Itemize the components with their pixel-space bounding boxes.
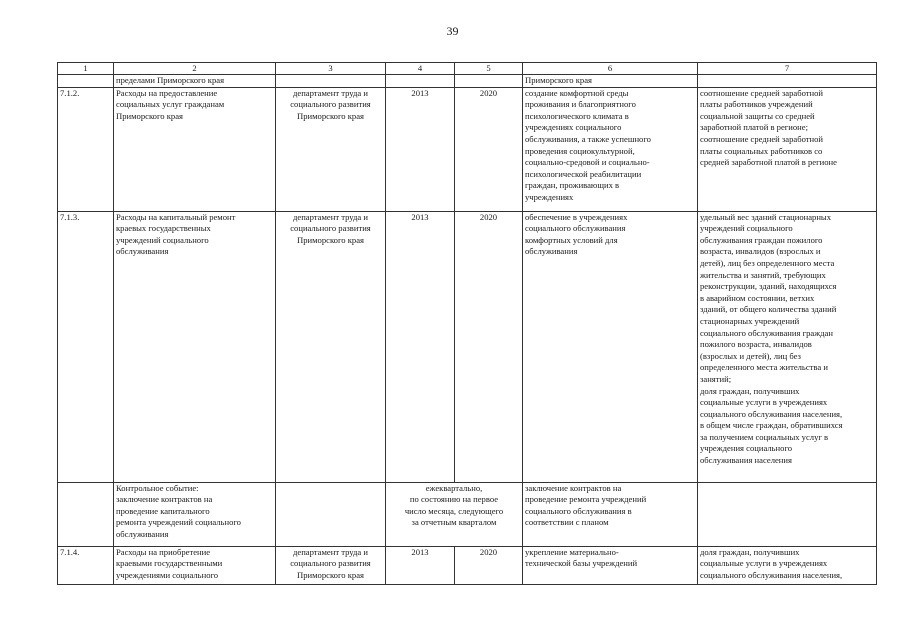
row-number: 7.1.4. (58, 546, 114, 584)
column-header-3: 3 (276, 63, 386, 75)
column-header-row (58, 63, 877, 75)
table-row (58, 75, 877, 88)
expected-result: Приморского края (523, 75, 698, 88)
column-header-4: 4 (386, 63, 455, 75)
expected-result: обеспечение в учреждениях социального обслуживания комфортных условий для обслуживания (523, 211, 698, 482)
control-period: ежеквартально, по состоянию на первое число месяца, следующего за отчетным кварталом (386, 482, 523, 546)
column-header-5: 5 (455, 63, 523, 75)
measure-name: Контрольное событие: заключение контрактов на проведение капитального ремонта учреждений социального обслуживания (114, 482, 276, 546)
executor: департамент труда и социального развития Приморского края (276, 211, 386, 482)
indicator: соотношение средней заработной платы работников учреждений социальной защиты со средней заработной платой в регионе; соотношение средней заработной платы социальных работников со средней заработной платой в регионе (698, 87, 877, 211)
end-year (455, 75, 523, 88)
executor (276, 75, 386, 88)
indicator (698, 75, 877, 88)
row-number: 7.1.2. (58, 87, 114, 211)
row-number (58, 482, 114, 546)
table-row (58, 482, 877, 546)
end-year: 2020 (455, 546, 523, 584)
row-number: 7.1.3. (58, 211, 114, 482)
column-header-2: 2 (114, 63, 276, 75)
start-year: 2013 (386, 546, 455, 584)
column-header-7: 7 (698, 63, 877, 75)
expected-result: заключение контрактов на проведение ремонта учреждений социального обслуживания в соответствии с планом (523, 482, 698, 546)
row-number (58, 75, 114, 88)
start-year: 2013 (386, 211, 455, 482)
executor: департамент труда и социального развития Приморского края (276, 87, 386, 211)
table-row (58, 87, 877, 211)
executor (276, 482, 386, 546)
measure-name: Расходы на капитальный ремонт краевых государственных учреждений социального обслуживания (114, 211, 276, 482)
table-row (58, 546, 877, 584)
executor: департамент труда и социального развития Приморского края (276, 546, 386, 584)
page-number: 39 (446, 24, 459, 38)
column-header-6: 6 (523, 63, 698, 75)
expected-result: укрепление материально- технической базы учреждений (523, 546, 698, 584)
measure-name: Расходы на предоставление социальных услуг гражданам Приморского края (114, 87, 276, 211)
end-year: 2020 (455, 211, 523, 482)
indicator: удельный вес зданий стационарных учреждений социального обслуживания граждан пожилого возраста, инвалидов (взрослых и детей), лиц без определенного места жительства и занятий, требующих реконструкции, зданий, находящихся в аварийном состоянии, ветхих зданий, от общего количества зданий стационарных учреждений социального обслуживания граждан пожилого возраста, инвалидов (взрослых и детей), лиц без определенного места жительства и занятий; доля граждан, получивших социальные услуги в учреждениях социального обслуживания населения, в общем числе граждан, обратившихся за получением социальных услуг в учреждения социального обслуживания населения (698, 211, 877, 482)
indicator: доля граждан, получивших социальные услуги в учреждениях социального обслуживания населения, (698, 546, 877, 584)
table-row (58, 211, 877, 482)
end-year: 2020 (455, 87, 523, 211)
start-year (386, 75, 455, 88)
program-table (57, 62, 877, 585)
expected-result: создание комфортной среды проживания и благоприятного психологического климата в учреждениях социального обслуживания, а также успешного проведения социокультурной, социально-средовой и социально- психологической реабилитации граждан, проживающих в учреждениях (523, 87, 698, 211)
indicator (698, 482, 877, 546)
measure-name: пределами Приморского края (114, 75, 276, 88)
measure-name: Расходы на приобретение краевыми государственными учреждениями социального (114, 546, 276, 584)
column-header-1: 1 (58, 63, 114, 75)
start-year: 2013 (386, 87, 455, 211)
